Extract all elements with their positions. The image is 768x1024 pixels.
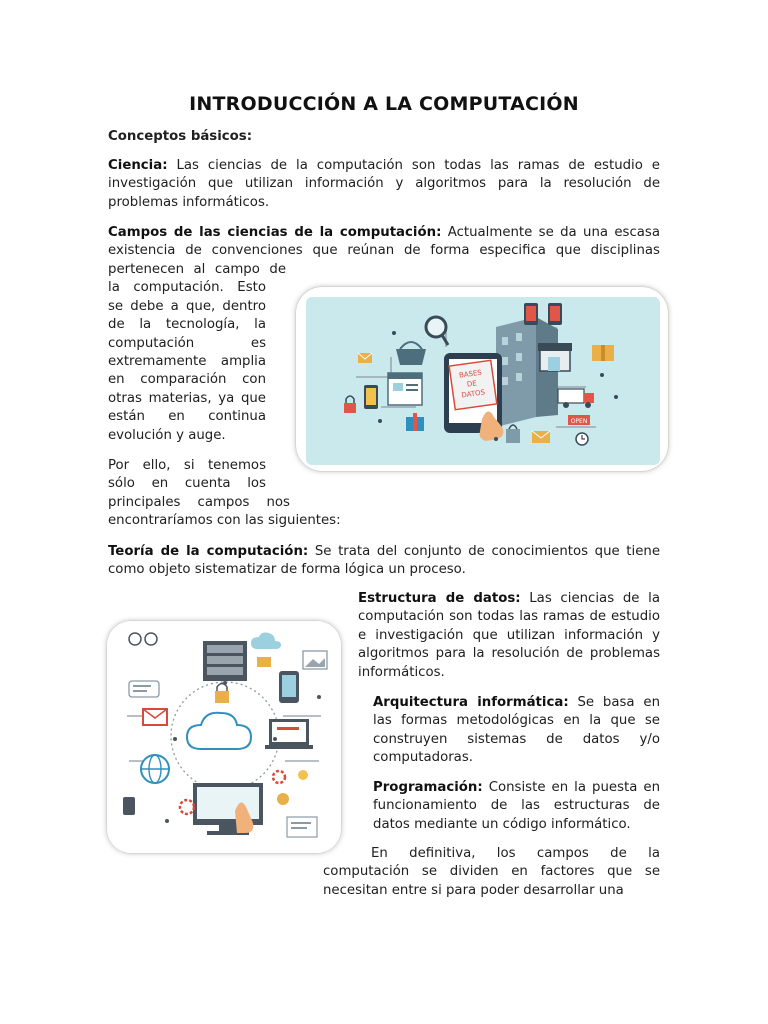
- por-ello-line: Por ello, si tenemos: [108, 458, 266, 473]
- campos-line: en comparación con: [108, 372, 266, 388]
- laptop-icon: [265, 719, 313, 749]
- network-illustration-icon: [107, 621, 341, 853]
- image-icon: [303, 651, 327, 669]
- server-icon: [203, 641, 247, 681]
- paragraph-teoria: [108, 543, 660, 580]
- text-teoria: Se trata del conjunto de conocimientos que tiene como objeto sistematizar de forma lógica un proceso.: [108, 544, 661, 578]
- envelope-icon: [532, 431, 550, 443]
- text-arquitectura: Se basa en las formas metodológicas en la que se construyen sistemas de datos y/o computadoras.: [373, 695, 660, 766]
- campos-line: la computación. Esto: [108, 280, 266, 296]
- por-ello-line: encontraríamos con las siguientes:: [108, 513, 341, 529]
- paragraph-programacion: [373, 779, 660, 834]
- paragraph-campos-wrap: [108, 261, 286, 445]
- shop-icon: [538, 343, 572, 371]
- envelope-small-icon: [257, 657, 271, 667]
- phone-small-icon: [123, 797, 135, 815]
- text-ciencia: Las ciencias de la computación son todas las ramas de estudio e investigación que utilizan información y algoritmos para la resolución de problemas informáticos.: [108, 158, 660, 210]
- por-ello-line: principales campos nos: [108, 494, 290, 510]
- globe-icon: [141, 755, 169, 783]
- term-programacion: Programación:: [373, 780, 483, 795]
- paragraph-ciencia: [108, 157, 660, 212]
- campos-line: pertenecen al campo de: [108, 262, 286, 277]
- databases-illustration-icon: [296, 287, 668, 471]
- campos-line: de la tecnología, la: [108, 317, 266, 333]
- open-sign-icon: [568, 415, 590, 425]
- mail-icon: [358, 353, 372, 363]
- term-ciencia: Ciencia:: [108, 158, 168, 173]
- page-title: INTRODUCCIÓN A LA COMPUTACIÓN: [189, 93, 579, 115]
- text-programacion: Consiste en la puesta en funcionamiento de las estructuras de datos mediante un código informático.: [373, 780, 660, 832]
- term-estructura: Estructura de datos:: [358, 591, 521, 606]
- campos-line: están en continua: [108, 409, 266, 425]
- mail-icon: [143, 709, 167, 725]
- text-estructura: Las ciencias de la computación son todas las ramas de estudio e investigación que utilizan información y algoritmos para la resolución de problemas informáticos.: [358, 591, 660, 680]
- building-icon: [496, 317, 558, 427]
- network-image: [107, 621, 341, 853]
- term-arquitectura: Arquitectura informática:: [373, 695, 569, 710]
- text-campos: Actualmente se da una escasa existencia de convenciones que reúnan de forma especifica que disciplinas: [108, 225, 660, 259]
- phone-icon: [364, 385, 378, 409]
- browser-window-icon: [388, 373, 422, 405]
- tablet-text-de: DE: [466, 379, 478, 389]
- databases-image: [296, 287, 668, 471]
- paragraph-conclusion: En definitiva, los campos de la computación se dividen en factores que se necesitan entre si para poder desarrollar una: [323, 846, 660, 898]
- paragraph-por-ello: [108, 457, 341, 531]
- open-sign-text: OPEN: [570, 418, 588, 425]
- smartphone-icon: [279, 671, 299, 703]
- paragraph-campos: [108, 224, 660, 261]
- tablet-text-bases: BASES: [458, 368, 483, 380]
- tablet-text-datos: DATOS: [460, 388, 486, 400]
- chat-bubble-icon: [129, 681, 159, 697]
- subtitle: Conceptos básicos:: [108, 129, 253, 144]
- box-icon: [592, 345, 614, 361]
- campos-line: se debe a que, dentro: [108, 298, 266, 314]
- term-teoria: Teoría de la computación:: [108, 544, 309, 559]
- campos-line: otras materias, ya que: [108, 390, 266, 406]
- paragraph-estructura: [358, 590, 660, 682]
- por-ello-line: sólo en cuenta los: [108, 476, 266, 492]
- clock-icon: [576, 433, 588, 445]
- campos-line: evolución y auge.: [108, 427, 226, 443]
- paragraph-arquitectura: [373, 694, 660, 768]
- campos-line: extremamente amplia: [108, 354, 266, 370]
- campos-line: computación es: [108, 335, 266, 351]
- document-icon: [287, 817, 317, 837]
- term-campos: Campos de las ciencias de la computación:: [108, 225, 442, 240]
